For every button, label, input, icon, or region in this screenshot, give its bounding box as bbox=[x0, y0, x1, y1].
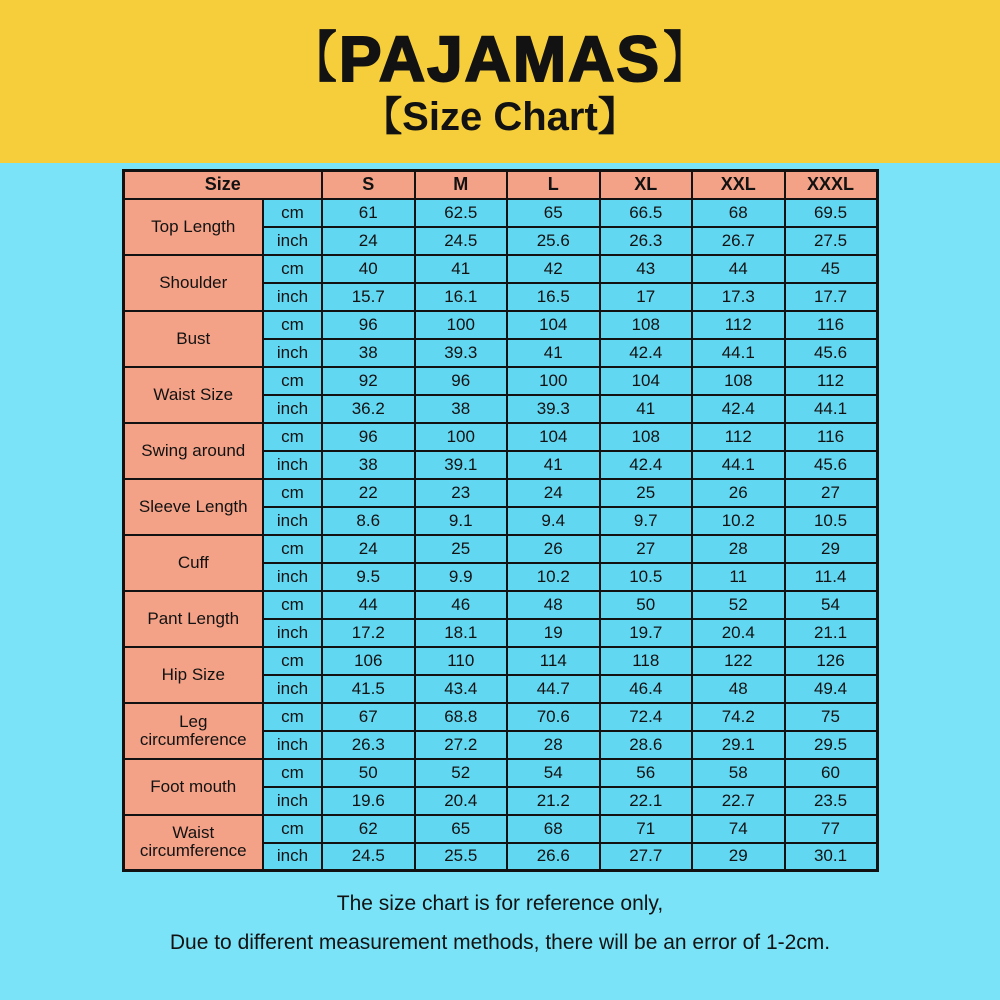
measurement-label: Cuff bbox=[123, 535, 263, 591]
measurement-value: 9.5 bbox=[322, 563, 415, 591]
measurement-value: 36.2 bbox=[322, 395, 415, 423]
measurement-value: 29 bbox=[785, 535, 878, 563]
measurement-value: 25 bbox=[600, 479, 693, 507]
measurement-value: 70.6 bbox=[507, 703, 600, 731]
measurement-value: 68 bbox=[507, 815, 600, 843]
measurement-value: 27 bbox=[785, 479, 878, 507]
measurement-value: 54 bbox=[507, 759, 600, 787]
measurement-value: 40 bbox=[322, 255, 415, 283]
measurement-value: 11 bbox=[692, 563, 785, 591]
measurement-value: 28 bbox=[692, 535, 785, 563]
measurement-row-cm bbox=[123, 311, 877, 339]
measurement-value: 110 bbox=[415, 647, 508, 675]
measurement-value: 58 bbox=[692, 759, 785, 787]
measurement-value: 112 bbox=[692, 423, 785, 451]
measurement-value: 16.5 bbox=[507, 283, 600, 311]
measurement-value: 104 bbox=[507, 311, 600, 339]
measurement-value: 45 bbox=[785, 255, 878, 283]
measurement-row-cm bbox=[123, 647, 877, 675]
measurement-row-cm bbox=[123, 535, 877, 563]
measurement-value: 26 bbox=[692, 479, 785, 507]
measurement-value: 27.7 bbox=[600, 843, 693, 871]
measurement-label: Waist Size bbox=[123, 367, 263, 423]
measurement-row-cm bbox=[123, 255, 877, 283]
measurement-value: 45.6 bbox=[785, 339, 878, 367]
measurement-value: 17 bbox=[600, 283, 693, 311]
unit-label-inch: inch bbox=[263, 731, 322, 759]
measurement-value: 22 bbox=[322, 479, 415, 507]
disclaimer-line-2: Due to different measurement methods, there will be an error of 1-2cm. bbox=[169, 931, 831, 954]
unit-label-cm: cm bbox=[263, 535, 322, 563]
unit-label-inch: inch bbox=[263, 395, 322, 423]
measurement-value: 9.9 bbox=[415, 563, 508, 591]
measurement-value: 17.3 bbox=[692, 283, 785, 311]
unit-label-inch: inch bbox=[263, 227, 322, 255]
measurement-value: 10.2 bbox=[692, 507, 785, 535]
measurement-value: 108 bbox=[600, 311, 693, 339]
measurement-value: 10.2 bbox=[507, 563, 600, 591]
measurement-value: 118 bbox=[600, 647, 693, 675]
measurement-value: 17.2 bbox=[322, 619, 415, 647]
measurement-value: 44.1 bbox=[785, 395, 878, 423]
measurement-row-cm bbox=[123, 591, 877, 619]
measurement-value: 27.5 bbox=[785, 227, 878, 255]
unit-label-inch: inch bbox=[263, 283, 322, 311]
measurement-value: 23 bbox=[415, 479, 508, 507]
size-column-header: XXXL bbox=[785, 171, 878, 199]
measurement-value: 74.2 bbox=[692, 703, 785, 731]
unit-label-inch: inch bbox=[263, 451, 322, 479]
measurement-value: 10.5 bbox=[600, 563, 693, 591]
measurement-value: 39.1 bbox=[415, 451, 508, 479]
measurement-label: Foot mouth bbox=[123, 759, 263, 815]
size-column-header: XXL bbox=[692, 171, 785, 199]
measurement-row-cm bbox=[123, 367, 877, 395]
unit-label-cm: cm bbox=[263, 759, 322, 787]
measurement-label: Sleeve Length bbox=[123, 479, 263, 535]
measurement-value: 19 bbox=[507, 619, 600, 647]
measurement-value: 42.4 bbox=[600, 339, 693, 367]
size-chart-body bbox=[123, 199, 877, 871]
measurement-value: 38 bbox=[322, 339, 415, 367]
measurement-value: 104 bbox=[600, 367, 693, 395]
measurement-value: 22.1 bbox=[600, 787, 693, 815]
measurement-value: 9.7 bbox=[600, 507, 693, 535]
measurement-value: 68.8 bbox=[415, 703, 508, 731]
measurement-value: 24 bbox=[507, 479, 600, 507]
measurement-label: Hip Size bbox=[123, 647, 263, 703]
unit-label-inch: inch bbox=[263, 563, 322, 591]
measurement-value: 44.1 bbox=[692, 339, 785, 367]
measurement-value: 50 bbox=[600, 591, 693, 619]
measurement-value: 25 bbox=[415, 535, 508, 563]
measurement-value: 71 bbox=[600, 815, 693, 843]
measurement-label: Bust bbox=[123, 311, 263, 367]
measurement-value: 126 bbox=[785, 647, 878, 675]
unit-label-cm: cm bbox=[263, 255, 322, 283]
measurement-value: 48 bbox=[507, 591, 600, 619]
unit-label-cm: cm bbox=[263, 367, 322, 395]
measurement-value: 10.5 bbox=[785, 507, 878, 535]
measurement-value: 26.7 bbox=[692, 227, 785, 255]
measurement-value: 24 bbox=[322, 227, 415, 255]
measurement-value: 100 bbox=[507, 367, 600, 395]
measurement-value: 41 bbox=[507, 451, 600, 479]
measurement-value: 27 bbox=[600, 535, 693, 563]
disclaimer bbox=[0, 892, 1000, 955]
measurement-value: 122 bbox=[692, 647, 785, 675]
unit-label-cm: cm bbox=[263, 479, 322, 507]
size-column-header: S bbox=[322, 171, 415, 199]
measurement-value: 27.2 bbox=[415, 731, 508, 759]
measurement-value: 106 bbox=[322, 647, 415, 675]
measurement-value: 25.5 bbox=[415, 843, 508, 871]
measurement-value: 22.7 bbox=[692, 787, 785, 815]
measurement-value: 38 bbox=[415, 395, 508, 423]
unit-label-inch: inch bbox=[263, 675, 322, 703]
measurement-value: 28 bbox=[507, 731, 600, 759]
corner-size-label: Size bbox=[123, 171, 322, 199]
measurement-label: Swing around bbox=[123, 423, 263, 479]
measurement-value: 44.1 bbox=[692, 451, 785, 479]
size-column-header: XL bbox=[600, 171, 693, 199]
measurement-value: 44 bbox=[692, 255, 785, 283]
title-banner bbox=[0, 0, 1000, 163]
measurement-value: 21.1 bbox=[785, 619, 878, 647]
measurement-value: 19.7 bbox=[600, 619, 693, 647]
measurement-value: 20.4 bbox=[692, 619, 785, 647]
measurement-label: Pant Length bbox=[123, 591, 263, 647]
measurement-value: 114 bbox=[507, 647, 600, 675]
measurement-row-cm bbox=[123, 479, 877, 507]
measurement-value: 26.6 bbox=[507, 843, 600, 871]
disclaimer-line-1: The size chart is for reference only, bbox=[336, 892, 664, 915]
measurement-value: 41.5 bbox=[322, 675, 415, 703]
measurement-value: 26.3 bbox=[600, 227, 693, 255]
size-chart-table bbox=[122, 169, 879, 872]
measurement-value: 72.4 bbox=[600, 703, 693, 731]
measurement-label: Shoulder bbox=[123, 255, 263, 311]
page-subtitle: 【Size Chart】 bbox=[362, 94, 638, 139]
measurement-value: 66.5 bbox=[600, 199, 693, 227]
title-bracket-left: 【 bbox=[292, 27, 337, 89]
measurement-value: 43 bbox=[600, 255, 693, 283]
measurement-value: 9.1 bbox=[415, 507, 508, 535]
measurement-value: 30.1 bbox=[785, 843, 878, 871]
size-column-header: M bbox=[415, 171, 508, 199]
measurement-row-cm bbox=[123, 199, 877, 227]
unit-label-cm: cm bbox=[263, 199, 322, 227]
measurement-value: 24 bbox=[322, 535, 415, 563]
measurement-value: 96 bbox=[415, 367, 508, 395]
measurement-value: 96 bbox=[322, 423, 415, 451]
size-header-row bbox=[123, 171, 877, 199]
measurement-value: 45.6 bbox=[785, 451, 878, 479]
measurement-value: 19.6 bbox=[322, 787, 415, 815]
size-column-header: L bbox=[507, 171, 600, 199]
unit-label-inch: inch bbox=[263, 619, 322, 647]
measurement-value: 25.6 bbox=[507, 227, 600, 255]
measurement-value: 29 bbox=[692, 843, 785, 871]
unit-label-inch: inch bbox=[263, 339, 322, 367]
measurement-value: 62.5 bbox=[415, 199, 508, 227]
measurement-value: 116 bbox=[785, 311, 878, 339]
measurement-value: 17.7 bbox=[785, 283, 878, 311]
measurement-value: 56 bbox=[600, 759, 693, 787]
measurement-value: 23.5 bbox=[785, 787, 878, 815]
measurement-value: 16.1 bbox=[415, 283, 508, 311]
measurement-value: 52 bbox=[692, 591, 785, 619]
measurement-value: 24.5 bbox=[415, 227, 508, 255]
measurement-value: 26 bbox=[507, 535, 600, 563]
measurement-value: 26.3 bbox=[322, 731, 415, 759]
measurement-value: 39.3 bbox=[507, 395, 600, 423]
measurement-value: 42.4 bbox=[692, 395, 785, 423]
measurement-value: 49.4 bbox=[785, 675, 878, 703]
measurement-value: 41 bbox=[415, 255, 508, 283]
measurement-value: 112 bbox=[692, 311, 785, 339]
measurement-value: 100 bbox=[415, 423, 508, 451]
measurement-value: 77 bbox=[785, 815, 878, 843]
measurement-value: 44.7 bbox=[507, 675, 600, 703]
measurement-value: 108 bbox=[600, 423, 693, 451]
size-chart-container bbox=[0, 169, 1000, 872]
unit-label-inch: inch bbox=[263, 843, 322, 871]
measurement-label: Leg circumference bbox=[123, 703, 263, 759]
measurement-value: 100 bbox=[415, 311, 508, 339]
unit-label-inch: inch bbox=[263, 507, 322, 535]
unit-label-cm: cm bbox=[263, 647, 322, 675]
measurement-value: 9.4 bbox=[507, 507, 600, 535]
measurement-value: 44 bbox=[322, 591, 415, 619]
measurement-value: 62 bbox=[322, 815, 415, 843]
measurement-label: Waist circumference bbox=[123, 815, 263, 871]
measurement-value: 112 bbox=[785, 367, 878, 395]
measurement-row-cm bbox=[123, 815, 877, 843]
measurement-value: 41 bbox=[600, 395, 693, 423]
measurement-label: Top Length bbox=[123, 199, 263, 255]
unit-label-cm: cm bbox=[263, 423, 322, 451]
measurement-value: 52 bbox=[415, 759, 508, 787]
measurement-value: 65 bbox=[415, 815, 508, 843]
measurement-value: 69.5 bbox=[785, 199, 878, 227]
measurement-value: 108 bbox=[692, 367, 785, 395]
measurement-value: 104 bbox=[507, 423, 600, 451]
measurement-row-cm bbox=[123, 759, 877, 787]
measurement-value: 46.4 bbox=[600, 675, 693, 703]
measurement-value: 15.7 bbox=[322, 283, 415, 311]
measurement-value: 24.5 bbox=[322, 843, 415, 871]
unit-label-inch: inch bbox=[263, 787, 322, 815]
measurement-value: 41 bbox=[507, 339, 600, 367]
measurement-value: 29.1 bbox=[692, 731, 785, 759]
measurement-value: 48 bbox=[692, 675, 785, 703]
measurement-value: 96 bbox=[322, 311, 415, 339]
measurement-value: 8.6 bbox=[322, 507, 415, 535]
unit-label-cm: cm bbox=[263, 311, 322, 339]
page-title bbox=[291, 22, 709, 95]
measurement-value: 42 bbox=[507, 255, 600, 283]
measurement-value: 54 bbox=[785, 591, 878, 619]
measurement-row-cm bbox=[123, 703, 877, 731]
measurement-value: 18.1 bbox=[415, 619, 508, 647]
measurement-value: 67 bbox=[322, 703, 415, 731]
measurement-value: 21.2 bbox=[507, 787, 600, 815]
measurement-value: 29.5 bbox=[785, 731, 878, 759]
measurement-value: 75 bbox=[785, 703, 878, 731]
measurement-value: 60 bbox=[785, 759, 878, 787]
measurement-value: 28.6 bbox=[600, 731, 693, 759]
measurement-value: 116 bbox=[785, 423, 878, 451]
unit-label-cm: cm bbox=[263, 703, 322, 731]
unit-label-cm: cm bbox=[263, 815, 322, 843]
measurement-value: 38 bbox=[322, 451, 415, 479]
measurement-value: 61 bbox=[322, 199, 415, 227]
measurement-value: 50 bbox=[322, 759, 415, 787]
page-title-text: PAJAMAS bbox=[338, 22, 662, 95]
measurement-value: 20.4 bbox=[415, 787, 508, 815]
measurement-value: 11.4 bbox=[785, 563, 878, 591]
measurement-row-cm bbox=[123, 423, 877, 451]
measurement-value: 46 bbox=[415, 591, 508, 619]
measurement-value: 74 bbox=[692, 815, 785, 843]
unit-label-cm: cm bbox=[263, 591, 322, 619]
measurement-value: 92 bbox=[322, 367, 415, 395]
title-bracket-right: 】 bbox=[663, 27, 708, 89]
measurement-value: 39.3 bbox=[415, 339, 508, 367]
measurement-value: 65 bbox=[507, 199, 600, 227]
measurement-value: 43.4 bbox=[415, 675, 508, 703]
measurement-value: 42.4 bbox=[600, 451, 693, 479]
measurement-value: 68 bbox=[692, 199, 785, 227]
